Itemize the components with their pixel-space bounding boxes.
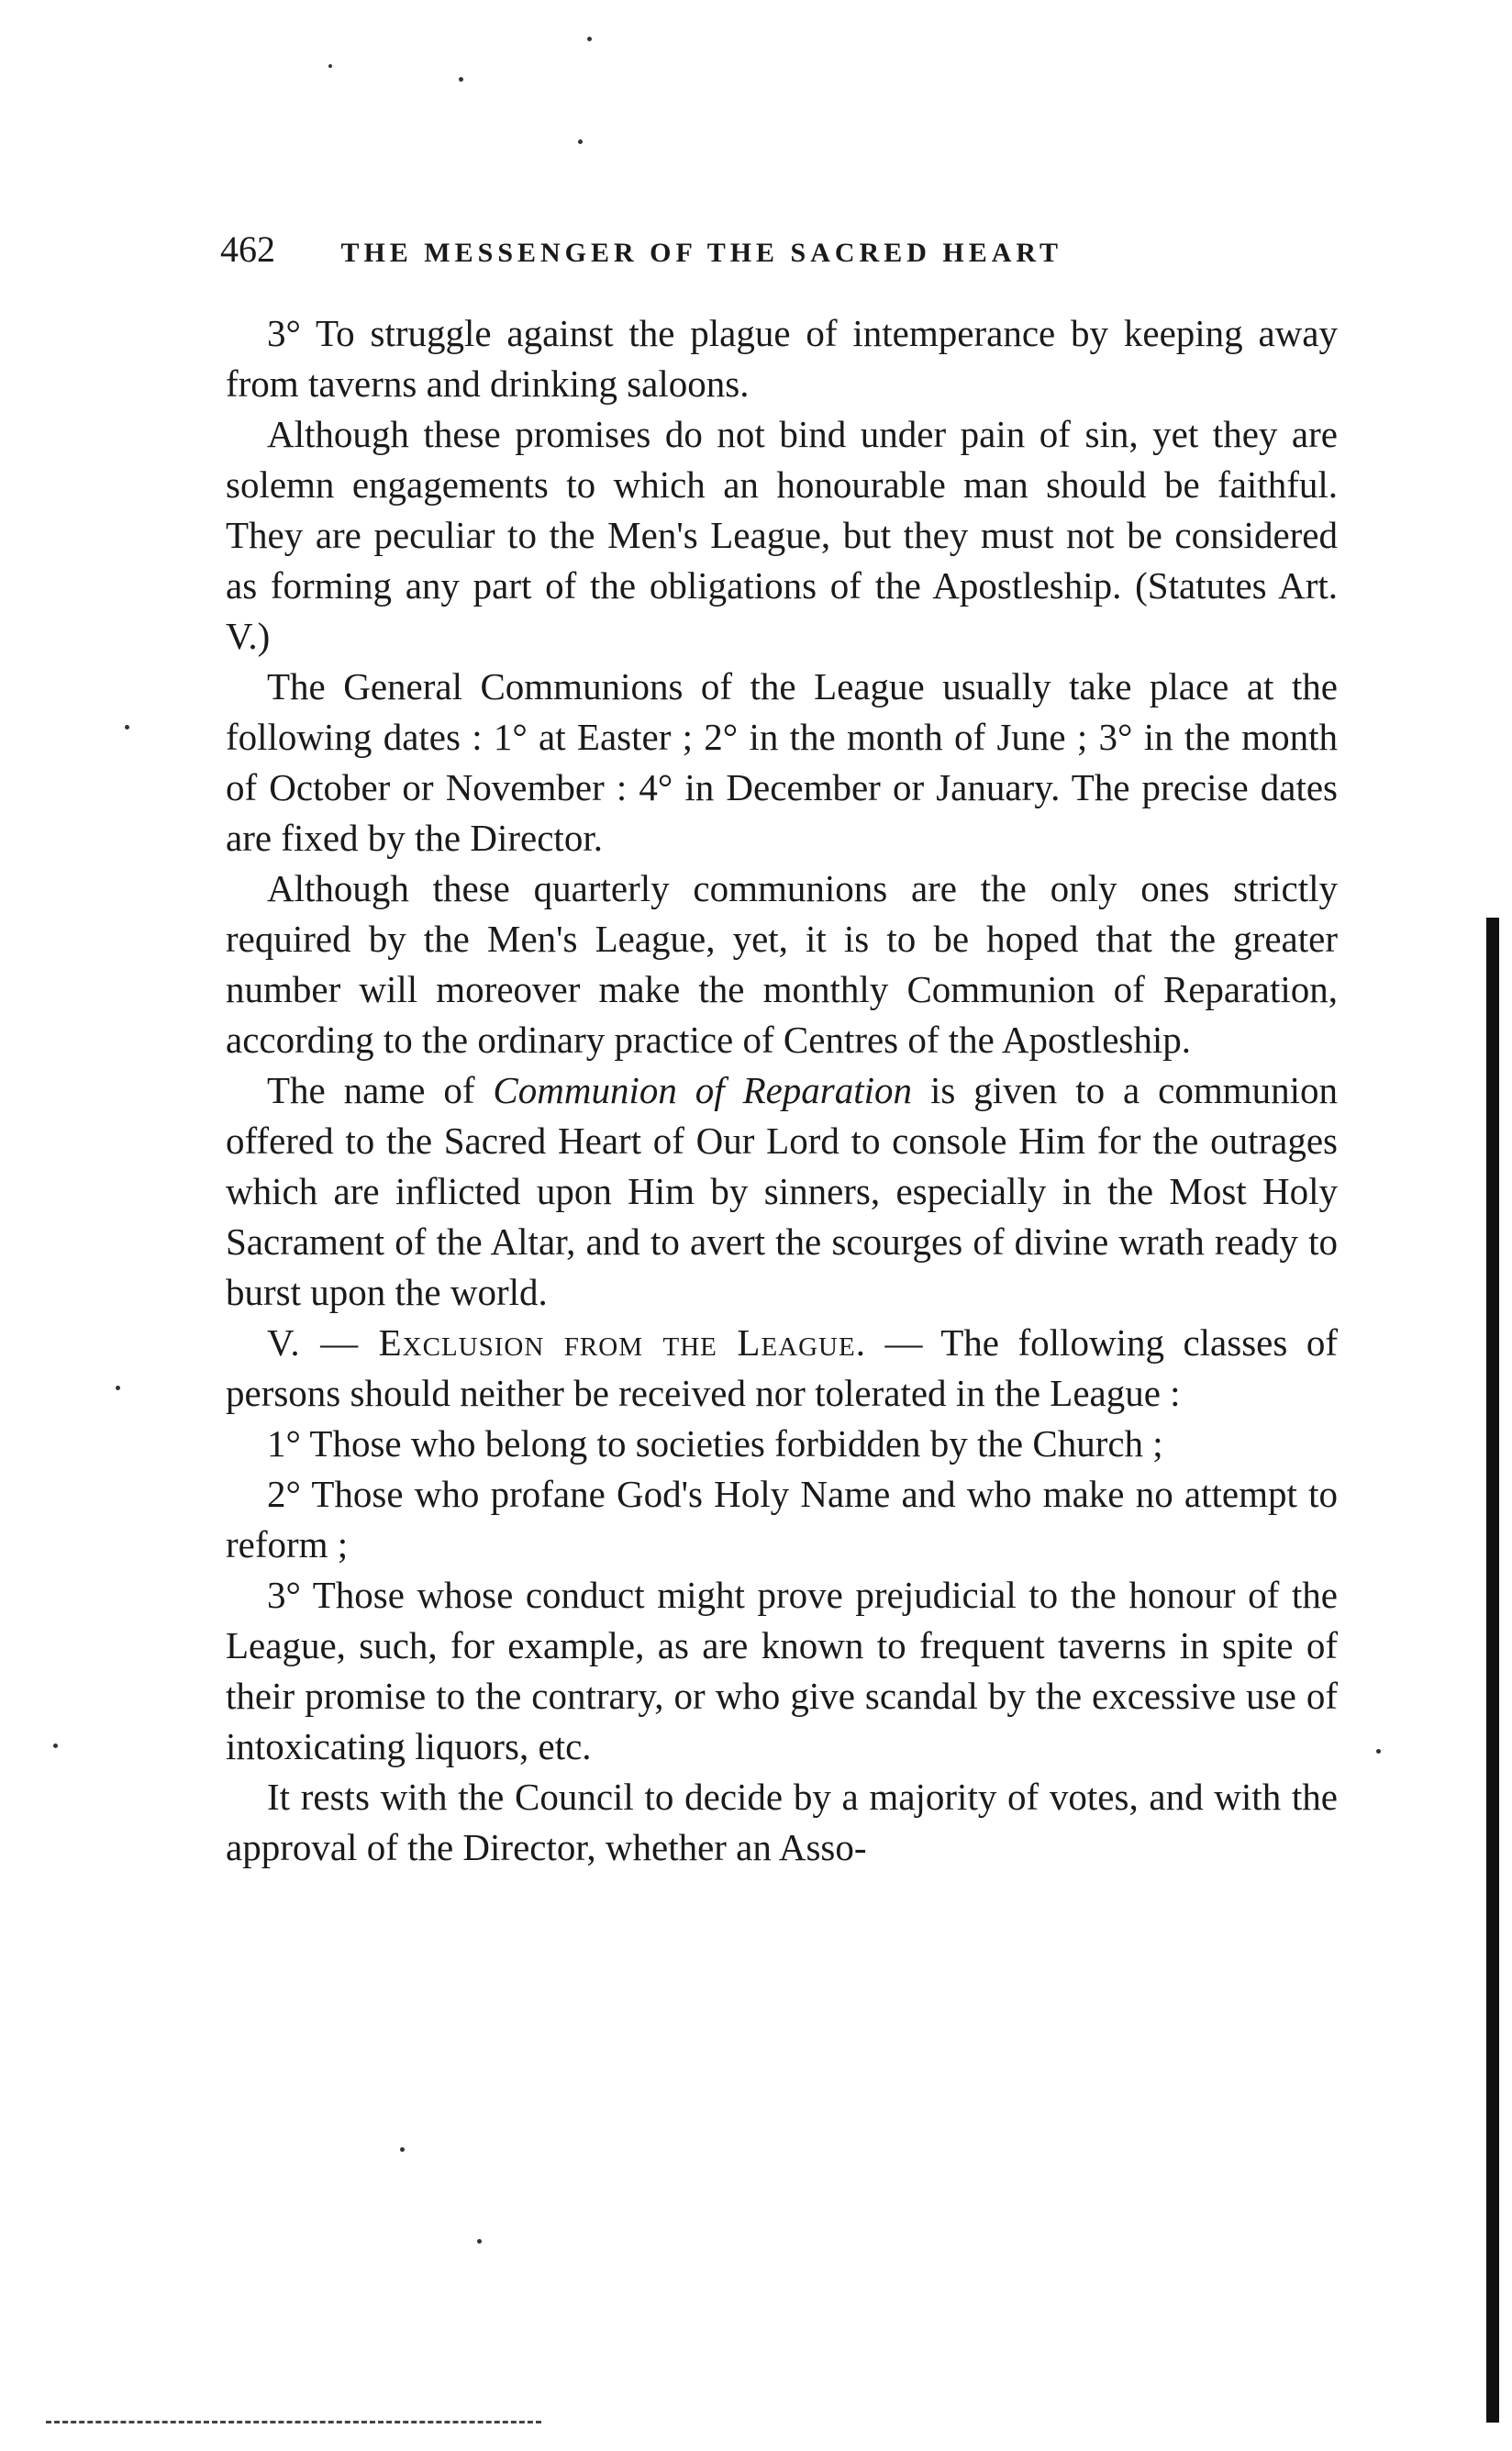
running-header — [220, 228, 1321, 272]
scan-speck — [459, 77, 463, 82]
scan-speck — [477, 2239, 482, 2244]
page-number: 462 — [220, 228, 275, 270]
scan-speck — [53, 1744, 58, 1748]
scan-speck — [587, 37, 592, 41]
paragraph-exclusion — [226, 1318, 1338, 1419]
scan-speck — [125, 725, 129, 730]
list-item: 2° Those who profane God's Holy Name and who make no attempt to reform ; — [226, 1473, 1338, 1565]
list-item: 1° Those who belong to societies forbidden by the Church ; — [267, 1422, 1163, 1465]
paragraph-intemperance: 3° To struggle against the plague of intemperance by keeping away from taverns and drinking saloons. — [226, 312, 1338, 405]
scan-speck — [116, 1386, 120, 1390]
paragraph-quarterly-communions: Although these quarterly communions are the only ones strictly required by the Men's League, yet, it is to be hoped that the greater number will moreover make the monthly Communion of Reparation, according to the ordinary practice of Centres of the Apostleship. — [226, 867, 1338, 1061]
running-title: THE MESSENGER OF THE SACRED HEART — [340, 238, 1063, 268]
scan-speck — [400, 2147, 405, 2152]
scan-speck — [1376, 1749, 1381, 1754]
scan-edge-bar — [1486, 918, 1499, 2423]
scan-speck — [578, 139, 583, 144]
paragraph-text: is given to a communion offered to the Sacred Heart of Our Lord to console Him for the outrages which are inflicted upon Him by sinners, especially in the Most Holy Sacrament of the Altar, and to avert the scourges of divine wrath ready to burst upon the world. — [226, 1069, 1338, 1313]
scan-speck — [328, 64, 332, 68]
paragraph-council: It rests with the Council to decide by a majority of votes, and with the approval of the Director, whether an Asso- — [226, 1776, 1338, 1868]
scan-bottom-dashes — [46, 2421, 541, 2423]
body-text — [226, 308, 1338, 1873]
paragraph-promises: Although these promises do not bind under pain of sin, yet they are solemn engagements to which an honourable man should be faithful. They are peculiar to the Men's League, but they must not be considered as forming any part of the obligations of the Apostleship. (Statutes Art. V.) — [226, 413, 1338, 657]
italic-term: Communion of Reparation — [493, 1069, 913, 1111]
paragraph-communion-of-reparation — [226, 1065, 1338, 1318]
list-item: 3° Those whose conduct might prove prejudicial to the honour of the League, such, for example, as are known to frequent taverns in spite of their promise to the contrary, or who give scandal by the excessive use of intoxicating liquors, etc. — [226, 1574, 1338, 1767]
paragraph-general-communions: The General Communions of the League usually take place at the following dates : 1° at Easter ; 2° in the month of June ; 3° in the month of October or November : 4° in December or January. The precise dates are fixed by the Director. — [226, 665, 1338, 859]
paragraph-text: The name of — [267, 1069, 494, 1111]
section-heading: V. — Exclusion from the League. — [267, 1321, 866, 1364]
paragraph-text: — The following classes of persons should neither be received nor tolerated in the League : — [226, 1321, 1338, 1414]
